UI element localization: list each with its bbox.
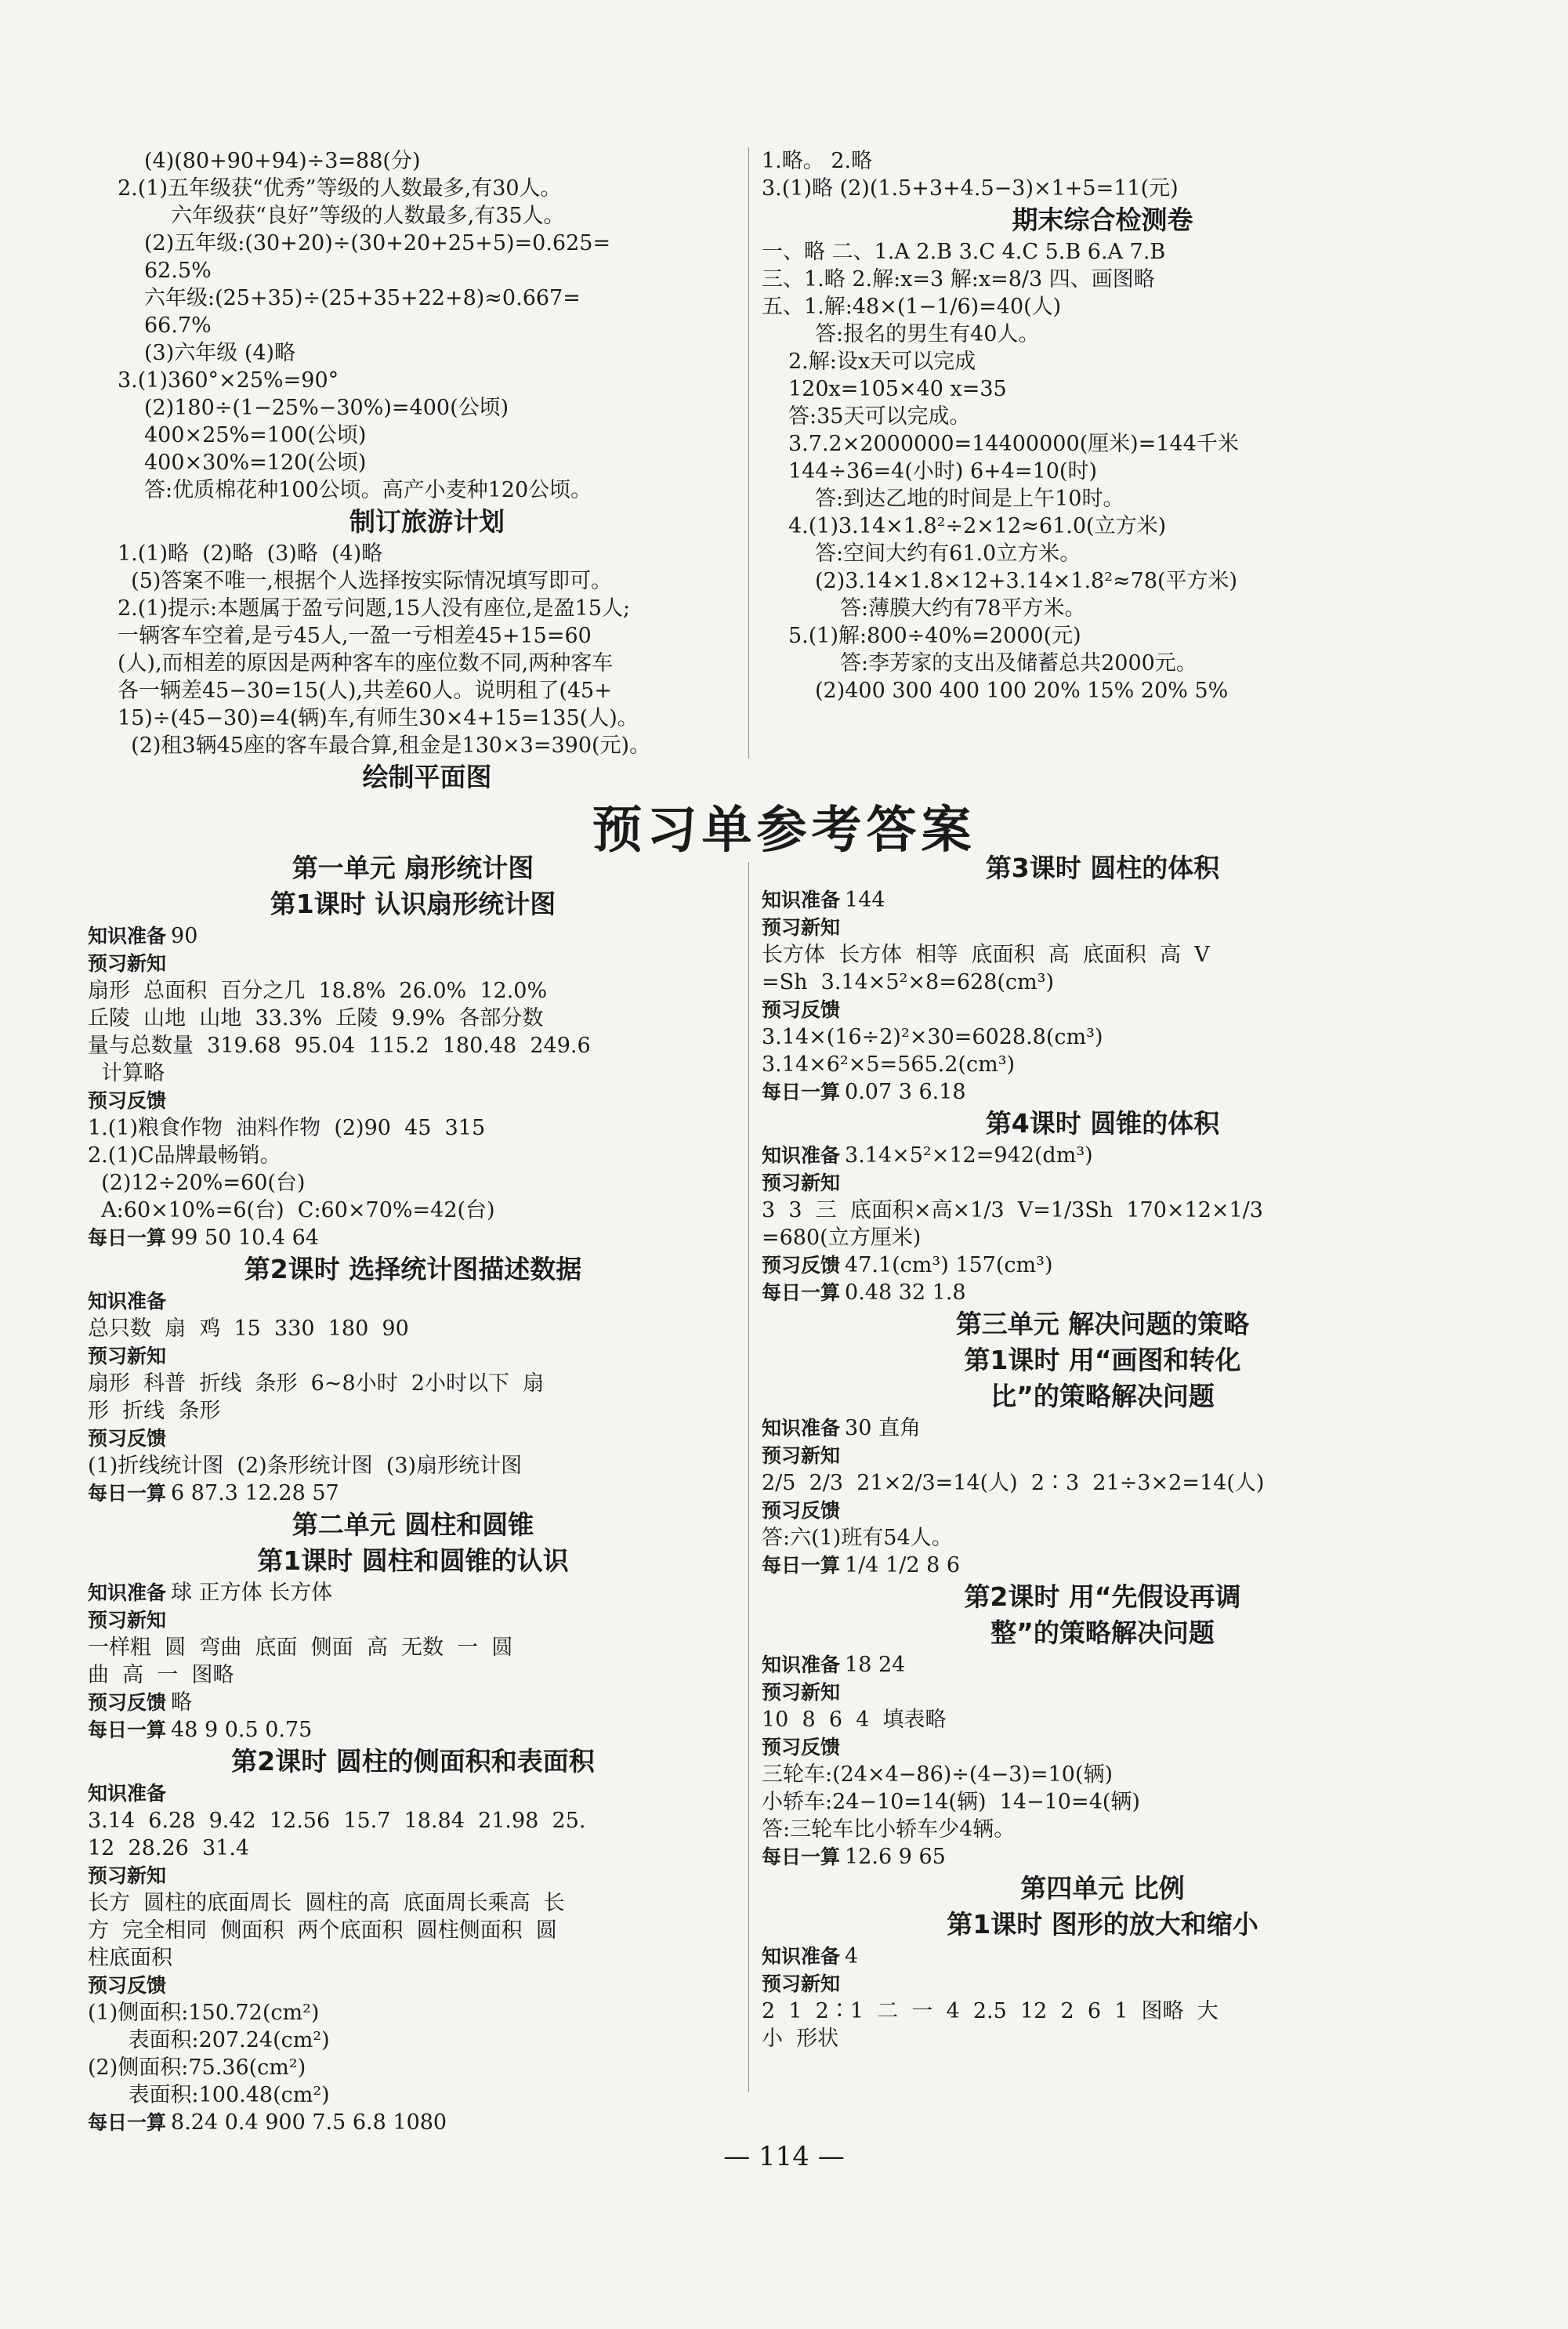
answer-line: 144÷36=4(小时) 6+4=10(时) [788, 459, 1097, 484]
answer-line: (2)租3辆45座的客车最合算,租金是130×3=390(元)。 [118, 733, 651, 758]
column-divider-top [748, 147, 749, 759]
label-value: 99 50 10.4 64 [171, 1226, 319, 1250]
section-label: 知识准备 [762, 1945, 841, 1968]
answer-line: 答:空间大约有61.0立方米。 [815, 542, 1081, 566]
section-label: 预习新知 [762, 916, 841, 939]
section-heading: 第1课时 圆柱和圆锥的认识 [257, 1545, 569, 1576]
labeled-line [88, 950, 738, 977]
answer-line: 小 形状 [762, 2027, 839, 2051]
label-value: 4 [845, 1944, 859, 1969]
answer-line: 扇形 科普 折线 条形 6~8小时 2小时以下 扇 [88, 1371, 545, 1396]
section-label: 预习新知 [762, 1172, 841, 1194]
labeled-line [762, 1169, 1443, 1197]
answer-line: 62.5% [144, 259, 212, 283]
answer-line: 400×30%=120(公顷) [144, 451, 367, 475]
label-value: 144 [845, 888, 885, 912]
answer-line: 表面积:100.48(cm²) [88, 2083, 330, 2107]
answer-line: 3.14 6.28 9.42 12.56 15.7 18.84 21.98 25. [88, 1809, 586, 1833]
answer-line: 12 28.26 31.4 [88, 1836, 250, 1860]
label-value: 6 87.3 12.28 57 [171, 1481, 339, 1505]
answer-line: (1)侧面积:150.72(cm²) [88, 2001, 320, 2025]
answer-line: 答:六(1)班有54人。 [762, 1526, 953, 1550]
labeled-line [88, 1342, 738, 1370]
section-label: 预习反馈 [88, 1974, 167, 1997]
answer-line: 答:薄膜大约有78平方米。 [840, 596, 1086, 621]
section-heading: 第四单元 比例 [1020, 1873, 1185, 1903]
label-value: 0.48 32 1.8 [845, 1280, 966, 1305]
section-label: 每日一算 [88, 1226, 167, 1249]
bottom-right-column [762, 850, 1443, 2052]
answer-line: 3.(1)360°×25%=90° [118, 368, 339, 393]
answer-line: 答:优质棉花种100公顷。高产小麦种120公顷。 [144, 478, 592, 502]
labeled-line [88, 1862, 738, 1889]
section-label: 预习新知 [88, 1609, 167, 1632]
label-value: 略 [171, 1690, 193, 1715]
label-value: 球 正方体 长方体 [171, 1581, 333, 1605]
answer-line: 答:三轮车比小轿车少4辆。 [762, 1817, 1016, 1842]
labeled-line [88, 1972, 738, 1999]
answer-line: 柱底面积 [88, 1946, 172, 1970]
labeled-line [762, 1970, 1443, 1998]
answer-line: 五、1.解:48×(1−1/6)=40(人) [762, 295, 1062, 319]
section-label: 知识准备 [88, 1290, 167, 1313]
answer-line: 答:35天可以完成。 [788, 404, 971, 429]
section-heading: 第3课时 圆柱的体积 [985, 853, 1220, 883]
label-value: 90 [171, 924, 198, 948]
answer-line: (4)(80+90+94)÷3=88(分) [144, 149, 421, 173]
answer-line: 总只数 扇 鸡 15 330 180 90 [88, 1317, 409, 1341]
section-label: 预习反馈 [88, 1089, 167, 1112]
labeled-line [762, 1142, 1443, 1169]
answer-line: 一样粗 圆 弯曲 底面 侧面 高 无数 一 圆 [88, 1635, 513, 1660]
labeled-line [88, 1579, 738, 1606]
label-value: 12.6 9 65 [845, 1845, 946, 1869]
labeled-line [762, 1651, 1443, 1679]
answer-line: (2)侧面积:75.36(cm²) [88, 2056, 306, 2080]
answer-line: 120x=105×40 x=35 [788, 377, 1007, 401]
labeled-line [88, 1087, 738, 1114]
labeled-line [88, 1716, 738, 1744]
section-heading: 第2课时 圆柱的侧面积和表面积 [231, 1746, 595, 1777]
answer-line: 400×25%=100(公顷) [144, 423, 367, 447]
answer-line: (2)3.14×1.8×12+3.14×1.8²≈78(平方米) [815, 569, 1238, 593]
answer-line: 各一辆差45−30=15(人),共差60人。说明租了(45+ [118, 679, 612, 703]
section-label: 知识准备 [762, 1653, 841, 1676]
section-label: 预习新知 [88, 1345, 167, 1367]
section-label: 预习新知 [88, 1864, 167, 1887]
labeled-line [762, 1251, 1443, 1279]
answer-line: 三、1.略 2.解:x=3 解:x=8/3 四、画图略 [762, 267, 1155, 292]
section-label: 知识准备 [88, 1581, 167, 1604]
answer-line: 答:到达乙地的时间是上午10时。 [815, 487, 1124, 511]
labeled-line [762, 1414, 1443, 1442]
answer-line: 1.(1)略 (2)略 (3)略 (4)略 [118, 542, 383, 566]
section-label: 知识准备 [762, 1144, 841, 1167]
section-heading: 整”的策略解决问题 [990, 1617, 1215, 1648]
answer-line: 一、略 二、1.A 2.B 3.C 4.C 5.B 6.A 7.B [762, 240, 1166, 264]
section-heading: 第1课时 用“画图和转化 [964, 1345, 1241, 1375]
answer-line: 3.7.2×2000000=14400000(厘米)=144千米 [788, 432, 1239, 456]
answer-line: =Sh 3.14×5²×8=628(cm³) [762, 970, 1054, 994]
labeled-line [762, 996, 1443, 1023]
section-label: 知识准备 [762, 889, 841, 911]
labeled-line [88, 2109, 738, 2136]
main-title: 预习单参考答案 [592, 802, 976, 860]
answer-line: 六年级获“良好”等级的人数最多,有35人。 [171, 204, 565, 228]
answer-line: A:60×10%=6(台) C:60×70%=42(台) [88, 1198, 495, 1222]
section-heading: 第2课时 用“先假设再调 [964, 1581, 1241, 1612]
heading-floor-plan: 绘制平面图 [362, 762, 492, 792]
labeled-line [762, 914, 1443, 941]
labeled-line [762, 1497, 1443, 1524]
section-label: 预习反馈 [762, 1499, 841, 1522]
answer-line: 长方 圆柱的底面周长 圆柱的高 底面周长乘高 长 [88, 1891, 565, 1915]
page-number: — 114 — [723, 2141, 845, 2172]
heading-travel-plan: 制订旅游计划 [349, 506, 505, 537]
section-heading: 第一单元 扇形统计图 [292, 853, 534, 883]
section-label: 预习新知 [762, 1681, 841, 1704]
answer-line: 扇形 总面积 百分之几 18.8% 26.0% 12.0% [88, 979, 548, 1003]
section-label: 每日一算 [88, 1719, 167, 1741]
section-label: 每日一算 [762, 1081, 841, 1103]
labeled-line [762, 1078, 1443, 1106]
answer-line: 表面积:207.24(cm²) [88, 2028, 330, 2052]
answer-line: 计算略 [88, 1061, 165, 1085]
answer-line: =680(立方厘米) [762, 1226, 922, 1250]
answer-line: 量与总数量 319.68 95.04 115.2 180.48 249.6 [88, 1034, 591, 1058]
answer-line: (2)180÷(1−25%−30%)=400(公顷) [144, 396, 509, 420]
answer-line: 3 3 三 底面积×高×1/3 V=1/3Sh 170×12×1/3 [762, 1198, 1263, 1222]
answer-line: (3)六年级 (4)略 [144, 341, 296, 365]
section-heading: 比”的策略解决问题 [990, 1381, 1215, 1411]
answer-line: 曲 高 一 图略 [88, 1663, 234, 1687]
section-heading: 第1课时 图形的放大和缩小 [947, 1909, 1258, 1940]
answer-line: 3.14×6²×5=565.2(cm³) [762, 1052, 1016, 1077]
answer-line: 5.(1)解:800÷40%=2000(元) [788, 624, 1081, 648]
labeled-line [88, 1425, 738, 1452]
answer-line: 66.7% [144, 313, 212, 338]
label-value: 18 24 [845, 1653, 906, 1677]
answer-line: 10 8 6 4 填表略 [762, 1708, 947, 1732]
answer-line: (人),而相差的原因是两种客车的座位数不同,两种客车 [118, 651, 614, 676]
labeled-line [762, 886, 1443, 914]
top-right-column [762, 147, 1443, 704]
section-label: 预习反馈 [762, 998, 841, 1021]
section-label: 预习反馈 [88, 1427, 167, 1450]
answer-line: 答:报名的男生有40人。 [815, 322, 1040, 346]
section-label: 预习新知 [88, 952, 167, 975]
section-label: 每日一算 [88, 2111, 167, 2134]
section-label: 每日一算 [762, 1845, 841, 1868]
section-label: 预习新知 [762, 1444, 841, 1467]
answer-line: 2.(1)五年级获“优秀”等级的人数最多,有30人。 [118, 176, 562, 201]
labeled-line [762, 1279, 1443, 1306]
labeled-line [88, 1480, 738, 1507]
section-heading: 第三单元 解决问题的策略 [955, 1309, 1250, 1339]
labeled-line [762, 1843, 1443, 1871]
section-heading: 第4课时 圆锥的体积 [985, 1108, 1220, 1139]
labeled-line [88, 1224, 738, 1251]
labeled-line [762, 1679, 1443, 1706]
answer-line: 4.(1)3.14×1.8²÷2×12≈61.0(立方米) [788, 514, 1167, 538]
label-value: 3.14×5²×12=942(dm³) [845, 1143, 1093, 1168]
answer-line: 长方体 长方体 相等 底面积 高 底面积 高 V [762, 943, 1210, 967]
labeled-line [88, 1689, 738, 1716]
top-left-column [118, 147, 737, 795]
section-label: 知识准备 [88, 925, 167, 947]
section-heading: 第2课时 选择统计图描述数据 [244, 1254, 582, 1284]
label-value: 47.1(cm³) 157(cm³) [845, 1253, 1053, 1277]
section-label: 预习新知 [762, 1972, 841, 1995]
labeled-line [762, 1733, 1443, 1761]
answer-line: 方 完全相同 侧面积 两个底面积 圆柱侧面积 圆 [88, 1918, 557, 1943]
section-label: 预习反馈 [762, 1736, 841, 1759]
labeled-line [762, 1552, 1443, 1579]
answer-line: 答:李芳家的支出及储蓄总共2000元。 [840, 651, 1197, 676]
answer-line: (2)12÷20%=60(台) [88, 1171, 306, 1195]
section-heading: 第1课时 认识扇形统计图 [270, 889, 556, 919]
answer-line: 2.解:设x天可以完成 [788, 350, 976, 374]
answer-line: 小轿车:24−10=14(辆) 14−10=4(辆) [762, 1790, 1140, 1814]
section-label: 每日一算 [762, 1281, 841, 1304]
answer-line: 2 1 2∶1 二 一 4 2.5 12 2 6 1 图略 大 [762, 1999, 1219, 2023]
answer-line: (5)答案不唯一,根据个人选择按实际情况填写即可。 [118, 569, 612, 593]
labeled-line [762, 1442, 1443, 1469]
answer-line: 六年级:(25+35)÷(25+35+22+8)≈0.667= [144, 286, 581, 310]
heading-final-exam: 期末综合检测卷 [1012, 205, 1193, 235]
answer-line: 3.14×(16÷2)²×30=6028.8(cm³) [762, 1025, 1103, 1049]
labeled-line [88, 922, 738, 950]
answer-line: (1)折线统计图 (2)条形统计图 (3)扇形统计图 [88, 1454, 523, 1478]
labeled-line [88, 1606, 738, 1634]
section-label: 每日一算 [762, 1554, 841, 1577]
answer-line: 1.(1)粮食作物 油料作物 (2)90 45 315 [88, 1116, 486, 1140]
answer-line: 丘陵 山地 山地 33.3% 丘陵 9.9% 各部分数 [88, 1006, 544, 1030]
section-label: 每日一算 [88, 1482, 167, 1505]
answer-line: 三轮车:(24×4−86)÷(4−3)=10(辆) [762, 1762, 1114, 1787]
section-label: 预习反馈 [762, 1254, 841, 1277]
answer-line: 15)÷(45−30)=4(辆)车,有师生30×4+15=135(人)。 [118, 706, 639, 730]
label-value: 8.24 0.4 900 7.5 6.8 1080 [171, 2110, 447, 2135]
labeled-line [88, 1288, 738, 1315]
answer-line: 形 折线 条形 [88, 1399, 221, 1423]
answer-line: 2.(1)提示:本题属于盈亏问题,15人没有座位,是盈15人; [118, 596, 631, 621]
answer-line: 1.略。 2.略 [762, 149, 873, 173]
section-heading: 第二单元 圆柱和圆锥 [292, 1509, 534, 1540]
section-label: 知识准备 [88, 1782, 167, 1805]
label-value: 30 直角 [845, 1416, 921, 1440]
answer-line: 2.(1)C品牌最畅销。 [88, 1143, 281, 1168]
answer-line: (2)400 300 400 100 20% 15% 20% 5% [815, 679, 1229, 703]
section-label: 知识准备 [762, 1417, 841, 1440]
label-value: 0.07 3 6.18 [845, 1080, 966, 1104]
labeled-line [762, 1943, 1443, 1970]
answer-line: 2/5 2/3 21×2/3=14(人) 2∶3 21÷3×2=14(人) [762, 1471, 1265, 1495]
label-value: 48 9 0.5 0.75 [171, 1718, 313, 1742]
answer-line: (2)五年级:(30+20)÷(30+20+25+5)=0.625= [144, 231, 611, 255]
section-label: 预习反馈 [88, 1691, 167, 1714]
column-divider-bottom [748, 862, 749, 2092]
answer-line: 3.(1)略 (2)(1.5+3+4.5−3)×1+5=11(元) [762, 176, 1179, 201]
answer-line: 一辆客车空着,是亏45人,一盈一亏相差45+15=60 [118, 624, 592, 648]
label-value: 1/4 1/2 8 6 [845, 1553, 961, 1577]
bottom-left-column [88, 850, 738, 2136]
labeled-line [88, 1780, 738, 1807]
